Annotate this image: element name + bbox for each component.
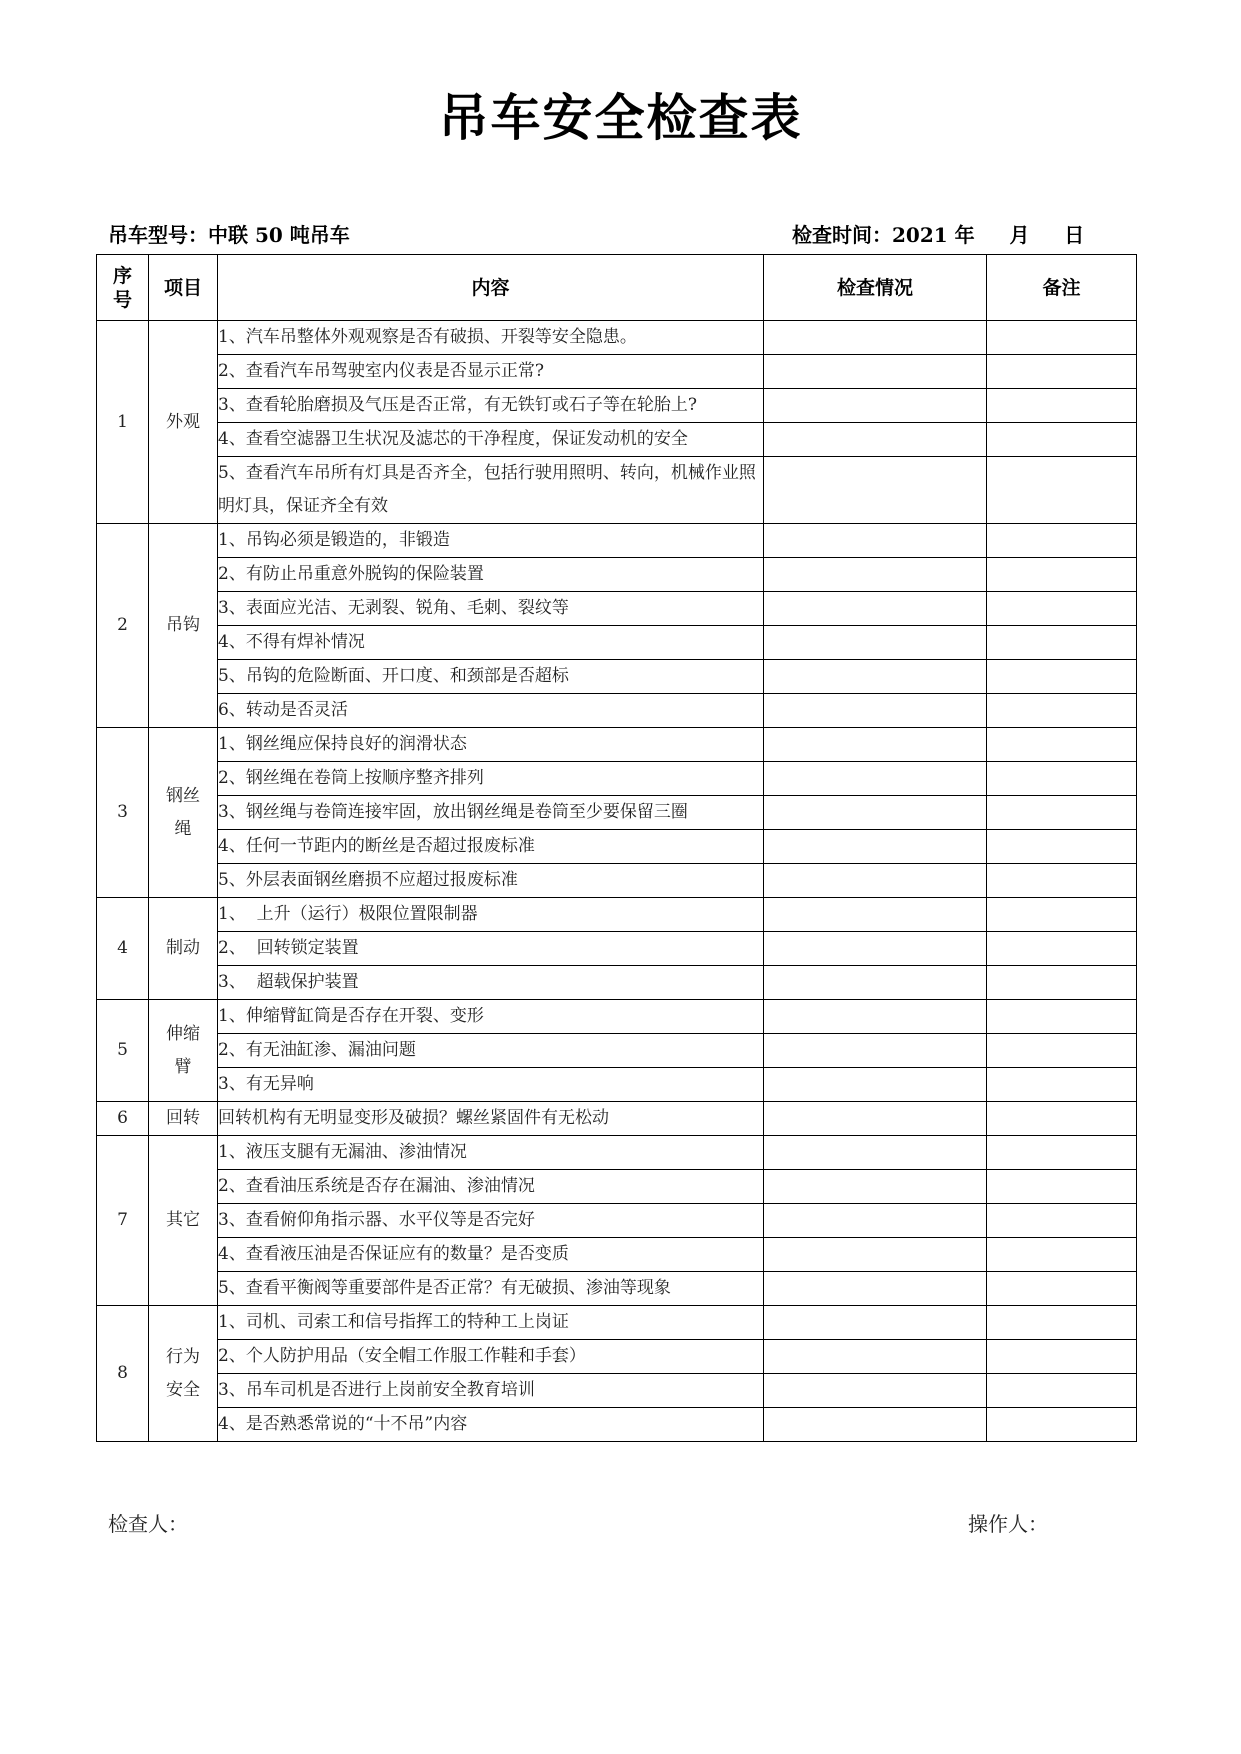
remark-cell[interactable] — [987, 932, 1137, 966]
row-content: 1、液压支腿有无漏油、渗油情况 — [218, 1136, 764, 1170]
status-cell[interactable] — [764, 524, 987, 558]
status-cell[interactable] — [764, 1204, 987, 1238]
table-row — [97, 1340, 1137, 1374]
status-cell[interactable] — [764, 830, 987, 864]
remark-cell[interactable] — [987, 524, 1137, 558]
inspection-table — [96, 254, 1137, 1442]
table-row — [97, 457, 1137, 524]
table-row — [97, 796, 1137, 830]
row-item: 回转 — [149, 1102, 218, 1136]
table-row — [97, 932, 1137, 966]
row-content: 2、个人防护用品（安全帽工作服工作鞋和手套） — [218, 1340, 764, 1374]
header-no-line1: 序 — [112, 264, 132, 287]
row-number: 7 — [97, 1136, 149, 1306]
remark-cell[interactable] — [987, 762, 1137, 796]
table-row — [97, 1306, 1137, 1340]
status-cell[interactable] — [764, 1374, 987, 1408]
table-row — [97, 966, 1137, 1000]
operator-signature-label: 操作人： — [968, 1512, 1048, 1536]
status-cell[interactable] — [764, 1272, 987, 1306]
remark-cell[interactable] — [987, 1170, 1137, 1204]
row-content: 5、查看平衡阀等重要部件是否正常？有无破损、渗油等现象 — [218, 1272, 764, 1306]
status-cell[interactable] — [764, 1136, 987, 1170]
status-cell[interactable] — [764, 796, 987, 830]
remark-cell[interactable] — [987, 660, 1137, 694]
status-cell[interactable] — [764, 1340, 987, 1374]
row-number: 8 — [97, 1306, 149, 1442]
status-cell[interactable] — [764, 864, 987, 898]
status-cell[interactable] — [764, 1170, 987, 1204]
row-content: 1、伸缩臂缸筒是否存在开裂、变形 — [218, 1000, 764, 1034]
remark-cell[interactable] — [987, 728, 1137, 762]
remark-cell[interactable] — [987, 423, 1137, 457]
row-content: 3、表面应光洁、无剥裂、锐角、毛刺、裂纹等 — [218, 592, 764, 626]
row-number: 5 — [97, 1000, 149, 1102]
row-number: 2 — [97, 524, 149, 728]
status-cell[interactable] — [764, 1408, 987, 1442]
status-cell[interactable] — [764, 457, 987, 524]
row-content: 3、钢丝绳与卷筒连接牢固，放出钢丝绳是卷筒至少要保留三圈 — [218, 796, 764, 830]
row-content: 1、 上升（运行）极限位置限制器 — [218, 898, 764, 932]
table-row — [97, 524, 1137, 558]
row-item-line2: 臂 — [174, 1056, 192, 1077]
row-content: 4、任何一节距内的断丝是否超过报废标准 — [218, 830, 764, 864]
remark-cell[interactable] — [987, 389, 1137, 423]
row-content: 3、有无异响 — [218, 1068, 764, 1102]
table-row — [97, 1374, 1137, 1408]
status-cell[interactable] — [764, 1238, 987, 1272]
table-row — [97, 1170, 1137, 1204]
table-row — [97, 1204, 1137, 1238]
status-cell[interactable] — [764, 389, 987, 423]
row-number: 3 — [97, 728, 149, 898]
header-remark: 备注 — [987, 255, 1137, 321]
inspection-date-label: 检查时间：2021 年 月 日 — [792, 223, 1085, 247]
remark-cell[interactable] — [987, 830, 1137, 864]
row-item-line1: 钢丝 — [166, 785, 200, 806]
remark-cell[interactable] — [987, 1374, 1137, 1408]
row-item: 制动 — [149, 898, 218, 1000]
table-row — [97, 898, 1137, 932]
remark-cell[interactable] — [987, 1136, 1137, 1170]
table-row — [97, 728, 1137, 762]
remark-cell[interactable] — [987, 1272, 1137, 1306]
row-content: 6、转动是否灵活 — [218, 694, 764, 728]
row-content: 3、 超载保护装置 — [218, 966, 764, 1000]
remark-cell[interactable] — [987, 558, 1137, 592]
row-content: 2、钢丝绳在卷筒上按顺序整齐排列 — [218, 762, 764, 796]
remark-cell[interactable] — [987, 1204, 1137, 1238]
row-content: 4、查看空滤器卫生状况及滤芯的干净程度，保证发动机的安全 — [218, 423, 764, 457]
remark-cell[interactable] — [987, 1000, 1137, 1034]
status-cell[interactable] — [764, 1306, 987, 1340]
status-cell[interactable] — [764, 1000, 987, 1034]
crane-model-label: 吊车型号：中联 50 吨吊车 — [108, 223, 350, 247]
remark-cell[interactable] — [987, 966, 1137, 1000]
status-cell[interactable] — [764, 558, 987, 592]
header-no-line2: 号 — [112, 288, 132, 311]
remark-cell[interactable] — [987, 1408, 1137, 1442]
remark-cell[interactable] — [987, 457, 1137, 524]
row-item: 外观 — [149, 321, 218, 524]
remark-cell[interactable] — [987, 694, 1137, 728]
table-row — [97, 355, 1137, 389]
table-row — [97, 1272, 1137, 1306]
header-item: 项目 — [149, 255, 218, 321]
row-item — [149, 1306, 218, 1442]
row-item-line2: 安全 — [166, 1379, 200, 1400]
table-row — [97, 1000, 1137, 1034]
header-content: 内容 — [218, 255, 764, 321]
row-content: 5、吊钩的危险断面、开口度、和颈部是否超标 — [218, 660, 764, 694]
row-item-line1: 行为 — [166, 1346, 200, 1367]
row-content: 5、查看汽车吊所有灯具是否齐全，包括行驶用照明、转向，机械作业照明灯具，保证齐全有效 — [218, 457, 764, 524]
remark-cell[interactable] — [987, 321, 1137, 355]
row-content: 2、查看汽车吊驾驶室内仪表是否显示正常? — [218, 355, 764, 389]
row-content: 1、汽车吊整体外观观察是否有破损、开裂等安全隐患。 — [218, 321, 764, 355]
status-cell[interactable] — [764, 660, 987, 694]
table-row — [97, 1068, 1137, 1102]
header-no — [97, 255, 149, 321]
table-row — [97, 1034, 1137, 1068]
remark-cell[interactable] — [987, 1238, 1137, 1272]
table-row — [97, 1238, 1137, 1272]
table-row — [97, 423, 1137, 457]
remark-cell[interactable] — [987, 355, 1137, 389]
table-row — [97, 389, 1137, 423]
table-row — [97, 1408, 1137, 1442]
status-cell[interactable] — [764, 762, 987, 796]
row-content: 1、钢丝绳应保持良好的润滑状态 — [218, 728, 764, 762]
row-item-line2: 绳 — [174, 818, 192, 839]
inspector-signature-label: 检查人： — [108, 1512, 188, 1536]
row-content: 4、查看液压油是否保证应有的数量？是否变质 — [218, 1238, 764, 1272]
status-cell[interactable] — [764, 728, 987, 762]
row-content: 3、查看轮胎磨损及气压是否正常，有无铁钉或石子等在轮胎上? — [218, 389, 764, 423]
row-number: 1 — [97, 321, 149, 524]
remark-cell[interactable] — [987, 1034, 1137, 1068]
table-row — [97, 660, 1137, 694]
table-row — [97, 1136, 1137, 1170]
row-item — [149, 728, 218, 898]
status-cell[interactable] — [764, 898, 987, 932]
remark-cell[interactable] — [987, 592, 1137, 626]
remark-cell[interactable] — [987, 898, 1137, 932]
remark-cell[interactable] — [987, 1340, 1137, 1374]
status-cell[interactable] — [764, 932, 987, 966]
table-row — [97, 321, 1137, 355]
page-title: 吊车安全检查表 — [438, 89, 803, 147]
row-content: 1、吊钩必须是锻造的，非锻造 — [218, 524, 764, 558]
status-cell[interactable] — [764, 423, 987, 457]
row-content: 2、有无油缸渗、漏油问题 — [218, 1034, 764, 1068]
table-row — [97, 830, 1137, 864]
remark-cell[interactable] — [987, 1068, 1137, 1102]
table-row — [97, 694, 1137, 728]
status-cell[interactable] — [764, 321, 987, 355]
table-row — [97, 864, 1137, 898]
row-content: 回转机构有无明显变形及破损？螺丝紧固件有无松动 — [218, 1102, 764, 1136]
row-item-line1: 伸缩 — [166, 1023, 200, 1044]
row-content: 5、外层表面钢丝磨损不应超过报废标准 — [218, 864, 764, 898]
status-cell[interactable] — [764, 626, 987, 660]
row-number: 6 — [97, 1102, 149, 1136]
remark-cell[interactable] — [987, 626, 1137, 660]
row-item: 其它 — [149, 1136, 218, 1306]
row-number: 4 — [97, 898, 149, 1000]
table-row — [97, 558, 1137, 592]
table-header-row — [97, 255, 1137, 321]
row-content: 4、不得有焊补情况 — [218, 626, 764, 660]
row-content: 4、是否熟悉常说的“十不吊”内容 — [218, 1408, 764, 1442]
row-item — [149, 1000, 218, 1102]
table-row — [97, 762, 1137, 796]
row-item: 吊钩 — [149, 524, 218, 728]
status-cell[interactable] — [764, 1068, 987, 1102]
row-content: 1、司机、司索工和信号指挥工的特种工上岗证 — [218, 1306, 764, 1340]
header-status: 检查情况 — [764, 255, 987, 321]
status-cell[interactable] — [764, 355, 987, 389]
table-row — [97, 592, 1137, 626]
row-content: 2、查看油压系统是否存在漏油、渗油情况 — [218, 1170, 764, 1204]
table-row — [97, 626, 1137, 660]
status-cell[interactable] — [764, 1034, 987, 1068]
table-row — [97, 1102, 1137, 1136]
row-content: 2、 回转锁定装置 — [218, 932, 764, 966]
row-content: 3、吊车司机是否进行上岗前安全教育培训 — [218, 1374, 764, 1408]
row-content: 3、查看俯仰角指示器、水平仪等是否完好 — [218, 1204, 764, 1238]
remark-cell[interactable] — [987, 1102, 1137, 1136]
remark-cell[interactable] — [987, 796, 1137, 830]
status-cell[interactable] — [764, 694, 987, 728]
remark-cell[interactable] — [987, 1306, 1137, 1340]
status-cell[interactable] — [764, 592, 987, 626]
status-cell[interactable] — [764, 966, 987, 1000]
remark-cell[interactable] — [987, 864, 1137, 898]
status-cell[interactable] — [764, 1102, 987, 1136]
row-content: 2、有防止吊重意外脱钩的保险装置 — [218, 558, 764, 592]
